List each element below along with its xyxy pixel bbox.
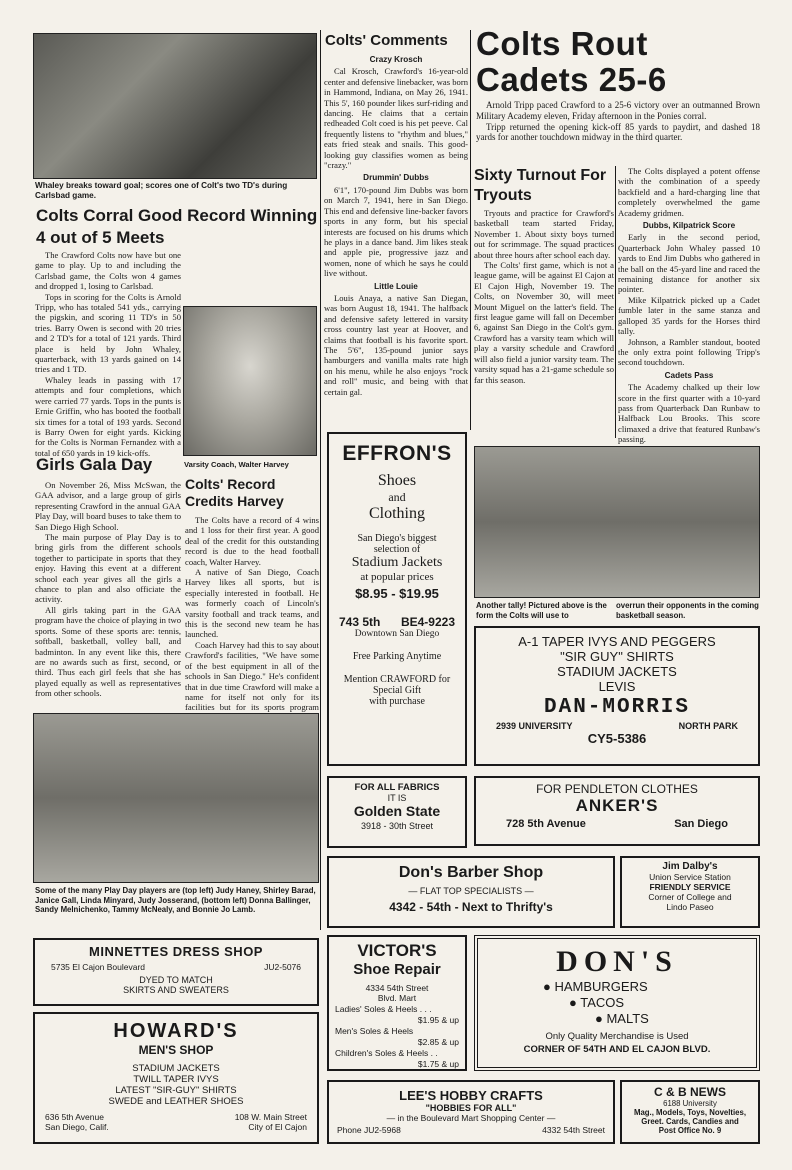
victors-r3p: $1.75 & up bbox=[417, 1059, 459, 1069]
credits-p3: Coach Harvey had this to say about Crawford's facilities, "We have some of the best equipment in all of the schools in San Diego." He's confident that in due time Crawford will make a name for itself not only for its facilities but for its sports program bbox=[185, 639, 319, 713]
corral-p2: Tops in scoring for the Colts is Arnold Tripp, who has totaled 541 yds., carrying the pigskin, and scoring 11 TD's in 50 tries. Barry Owen is second with 20 tries and 2 TD's for a total of 121 yards. Third place is held by John Whaley, quarterback, with 13 yards gained on 14 tries and 1 TD. bbox=[35, 291, 181, 375]
ankers-ad bbox=[474, 776, 760, 846]
effrons-parking: Free Parking Anytime bbox=[352, 651, 442, 662]
column-rule-right bbox=[470, 30, 471, 430]
howards-addr2b: City of El Cajon bbox=[248, 1122, 307, 1132]
dalby-name: Jim Dalby's bbox=[662, 861, 718, 872]
dan-morris-line2: "SIR GUY" SHIRTS bbox=[560, 649, 674, 664]
victors-r1: Ladies' Soles & Heels . . . bbox=[335, 1004, 432, 1014]
cb-line4: Post Office No. 9 bbox=[658, 1126, 722, 1135]
golden-line1: FOR ALL FABRICS bbox=[354, 782, 440, 793]
corral-headline: Colts Corral Good Record Winning 4 out of 5 Meets bbox=[36, 206, 318, 247]
effrons-line2: and bbox=[388, 490, 406, 504]
ankers-address: 728 5th Avenue bbox=[506, 818, 586, 830]
howards-line2: TWILL TAPER IVYS bbox=[133, 1074, 219, 1085]
dan-morris-phone: CY5-5386 bbox=[587, 731, 647, 746]
rout-p2: Tripp returned the opening kick-off 85 yards to paydirt, and dashed 18 yards for another touchdown midway in the third quarter. bbox=[476, 121, 760, 143]
minnettes-line2: SKIRTS AND SWEATERS bbox=[123, 985, 229, 995]
howards-line1: STADIUM JACKETS bbox=[132, 1063, 220, 1074]
lees-address: 4332 54th Street bbox=[542, 1125, 605, 1135]
gala-p2: The main purpose of Play Day is to bring girls from the different schools together to participate in sports that they enjoy. Having this event at a different school each year gives all the girls a chance to plan and also officiate the activity. bbox=[35, 532, 181, 605]
effrons-name: EFFRON'S bbox=[342, 442, 452, 465]
rout-s1-body: Early in the second period, Quarterback John Whaley passed 10 yards to End Jim Dubbs who gathered in the ball on the 45-yard line and raced the remaining distance for another six pointer. bbox=[618, 232, 760, 295]
basketball-caption-left: Another tally! Pictured above is the form the Colts will use to bbox=[476, 601, 607, 620]
sixty-p1: Tryouts and practice for Crawford's basketball team started Friday, November 1. About sixty boys turned out for scrimmage. The squad practices about three hours after school each day. bbox=[474, 208, 614, 260]
howards-addr1a: 636 5th Avenue bbox=[45, 1112, 104, 1122]
gala-p3: All girls taking part in the GAA program have the choice of playing in two sports. Some of these sports are: tennis, softball, basketball, volley ball, and badminton. In any event like this, there are no awards such as first, second, or third. Thus each girl feels that she has played equally as well as representatives from other schools. bbox=[35, 604, 181, 699]
credits-p2: A native of San Diego, Coach Harvey likes all sports, but is especially interested in football. He was formerly coach of Lincoln's varsity football and track teams, and this is the second new team he has launched. bbox=[185, 567, 319, 640]
dalby-line4: Lindo Paseo bbox=[666, 902, 714, 912]
effrons-gift: Special Gift bbox=[372, 685, 422, 696]
golden-address: 3918 - 30th Street bbox=[360, 821, 434, 831]
rout-s1-title: Dubbs, Kilpatrick Score bbox=[642, 221, 736, 231]
effrons-address: 743 5th bbox=[339, 615, 381, 629]
krosch-title: Crazy Krosch bbox=[369, 55, 423, 64]
louie-title: Little Louie bbox=[374, 281, 418, 291]
victors-r2: Men's Soles & Heels bbox=[335, 1026, 414, 1036]
effrons-line7: at popular prices bbox=[360, 571, 434, 583]
rout-s1-body2: Mike Kilpatrick picked up a Cadet fumble later in the same stanza and galloped 35 yards for the Horses third tally. bbox=[618, 294, 760, 337]
dons-name: DON'S bbox=[556, 945, 678, 978]
barber-line2: 4342 - 54th - Next to Thrifty's bbox=[389, 900, 553, 914]
barber-ad bbox=[327, 856, 615, 928]
corral-p1: The Crawford Colts now have but one game to play. Up to and including the Carlsbad game, the Colts won 4 games and dropped 1, losing to Carlsbad. bbox=[35, 250, 181, 292]
credits-p1: The Colts have a record of 4 wins and 1 loss for their first year. A good deal of the credit for this outstanding record is due to the head football coach, Walter Harvey. bbox=[185, 515, 319, 567]
basketball-caption-right: overrun their opponents in the coming basketball season. bbox=[616, 601, 759, 620]
dubbs-body: 6'1", 170-pound Jim Dubbs was born on March 7, 1941, here in San Diego. This end and defensive line-backer favors sports in any form, but his special interests are focused on his drums which he plays in a dance band. Jim likes steak and apple pie, progressive jazz and women, none of which he says he could live without. bbox=[324, 184, 468, 279]
minnettes-line1: DYED TO MATCH bbox=[139, 975, 213, 985]
victors-name: VICTOR'S bbox=[357, 941, 437, 960]
howards-addr2a: 108 W. Main Street bbox=[234, 1112, 307, 1122]
effrons-line6: Stadium Jackets bbox=[351, 555, 443, 570]
effrons-line1: Shoes bbox=[377, 472, 417, 489]
sixty-headline: Sixty Turnout For Tryouts bbox=[474, 167, 607, 204]
corral-p3: Whaley leads in passing with 17 attempts and four completions, which were carried 77 yards. Tops in the punts is Ernie Griffin, who has booted the football six times for a total of 193 yards. Second is Barry Owen for eight yards. Kicking for the Colts is Norman Fernandez with a total of 650 yards in 19 kick-offs. bbox=[35, 374, 181, 458]
gala-p1: On November 26, Miss McSwan, the GAA advisor, and a large group of girls representing Crawford in the annual GAA Play Day, will board buses to take them to San Diego High School. bbox=[35, 480, 181, 532]
victors-r2p: $2.85 & up bbox=[417, 1037, 459, 1047]
victors-mart: Blvd. Mart bbox=[377, 993, 417, 1003]
minnettes-name: MINNETTES DRESS SHOP bbox=[89, 944, 263, 959]
dan-morris-line3: STADIUM JACKETS bbox=[557, 664, 677, 679]
howards-addr1b: San Diego, Calif. bbox=[45, 1122, 109, 1132]
ankers-line1: FOR PENDLETON CLOTHES bbox=[536, 782, 698, 796]
effrons-line3: Clothing bbox=[368, 505, 425, 522]
effrons-prices: $8.95 - $19.95 bbox=[355, 586, 439, 601]
dan-morris-ad bbox=[474, 626, 760, 766]
dons-line1: Only Quality Merchandise is Used bbox=[545, 1031, 689, 1042]
victors-address: 4334 54th Street bbox=[365, 983, 429, 993]
cb-name: C & B NEWS bbox=[654, 1085, 726, 1099]
sixty-article bbox=[474, 208, 614, 432]
victors-ad bbox=[327, 935, 467, 1071]
dons-bullet-1: ● bbox=[543, 979, 555, 994]
lees-line: — in the Boulevard Mart Shopping Center — bbox=[386, 1113, 556, 1123]
barber-line1: — FLAT TOP SPECIALISTS — bbox=[408, 886, 534, 896]
dons-line2: CORNER OF 54TH AND EL CAJON BLVD. bbox=[523, 1044, 711, 1055]
dons-bullet-3: ● bbox=[595, 1011, 607, 1026]
ankers-city: San Diego bbox=[674, 818, 728, 830]
dan-morris-area: NORTH PARK bbox=[678, 721, 738, 731]
dan-morris-line1: A-1 TAPER IVYS AND PEGGERS bbox=[518, 634, 716, 649]
effrons-line4: San Diego's biggest bbox=[357, 533, 437, 544]
comments-article bbox=[324, 52, 468, 424]
howards-name: HOWARD'S bbox=[113, 1020, 239, 1042]
dons-item-2: TACOS bbox=[580, 995, 625, 1010]
dalby-line3: Corner of College and bbox=[648, 892, 732, 902]
dalby-ad bbox=[620, 856, 760, 928]
rout-s2-body: The Academy chalked up their low score in the first quarter with a 10-yard pass from Quarterback Dan Runbaw to Halfback Lou Brooks. This score climaxed a drive that featured Runbaw's passing. bbox=[618, 382, 760, 445]
lees-name: LEE'S HOBBY CRAFTS bbox=[399, 1088, 543, 1103]
cb-line2: Mag., Models, Toys, Novelties, bbox=[633, 1108, 747, 1117]
krosch-body: Cal Krosch, Crawford's 16-year-old center and defensive linebacker, was born in Hammond, Indiana, on May 26, 1941. This 5', 160 pounder likes surf-riding and dancing. He claims that a certain redheaded Colt coed is his pet peeve. Cal frequently listens to "rhythm and blues," eats fried steak and snails. This good-looking guy classifies women as being "crazy." bbox=[324, 66, 468, 171]
cb-line1: 6188 University bbox=[663, 1099, 717, 1108]
howards-line3: LATEST "SIR-GUY" SHIRTS bbox=[115, 1085, 237, 1096]
victors-r1p: $1.95 & up bbox=[417, 1015, 459, 1025]
girls-photo bbox=[33, 713, 319, 883]
dalby-line2: FRIENDLY SERVICE bbox=[649, 882, 731, 892]
effrons-purchase: with purchase bbox=[369, 696, 425, 707]
sixty-p2: The Colts' first game, which is not a league game, will be against El Cajon at El Cajon High, November 19. The Colts, on November 30, will meet Mount Miguel on the latter's field. The first league game will fall on December 6, against San Diego in the Colt's gym. Crawford has a varsity team which will play a varsity schedule and Crawford will also field a junior varsity team. The varsity squad has a 21-game schedule so far this season. bbox=[474, 260, 614, 385]
comments-headline: Colts' Comments bbox=[325, 32, 448, 49]
effrons-mention: Mention CRAWFORD for bbox=[343, 674, 451, 685]
effrons-line5: selection of bbox=[373, 544, 421, 555]
minnettes-ad bbox=[33, 938, 319, 1006]
dalby-line1: Union Service Station bbox=[649, 872, 731, 882]
whaley-photo-caption: Whaley breaks toward goal; scores one of Colt's two TD's during Carlsbad game. bbox=[35, 181, 288, 200]
minnettes-address: 5735 El Cajon Boulevard bbox=[51, 962, 146, 972]
lees-phone: Phone JU2-5968 bbox=[337, 1125, 401, 1135]
coach-photo-caption: Varsity Coach, Walter Harvey bbox=[184, 460, 289, 469]
rout-p3: The Colts displayed a potent offense with the combination of a speedy backfield and a hard-charging line that completely overwhelmed the game Academy gridmen. bbox=[618, 166, 760, 218]
dons-ad bbox=[474, 935, 760, 1071]
dons-item-3: MALTS bbox=[606, 1011, 649, 1026]
dubbs-title: Drummin' Dubbs bbox=[363, 173, 429, 183]
lees-hobby-ad bbox=[327, 1080, 615, 1144]
howards-line4: SWEDE and LEATHER SHOES bbox=[108, 1096, 244, 1107]
gala-headline: Girls Gala Day bbox=[36, 455, 153, 474]
rout-p1: Arnold Tripp paced Crawford to a 25-6 victory over an outmanned Brown Military Academy eleven, Friday afternoon in the Ponies corral. bbox=[476, 100, 760, 121]
girls-photo-caption: Some of the many Play Day players are (top left) Judy Haney, Shirley Barad, Janice Gall, Linda Minyard, Judy Josserand, (bottom left) Donna Ballinger, Sandy Melnichenko, Tammy McNealy, and Bonnie Jo Lamb. bbox=[35, 886, 316, 915]
gala-article bbox=[35, 480, 181, 710]
lees-tag: "HOBBIES FOR ALL" bbox=[425, 1103, 517, 1113]
corral-article bbox=[35, 250, 181, 458]
louie-body: Louis Anaya, a native San Diegan, was born August 18, 1941. The halfback and defensive safety lettered in varsity cross country last year at Hoover, and claims that football is his favorite sport. The 5'6", 135-pound junior says hamburgers and vanilla malts rate high on his menu, while he also enjoys "rock and roll" music, and being with that certain gal. bbox=[324, 292, 468, 397]
howards-ad bbox=[33, 1012, 319, 1144]
ankers-name: ANKER'S bbox=[575, 796, 659, 815]
dan-morris-address: 2939 UNIVERSITY bbox=[496, 721, 573, 731]
effrons-phone: BE4-9223 bbox=[400, 615, 455, 629]
whaley-photo bbox=[33, 33, 317, 179]
column-rule-inner bbox=[615, 166, 616, 438]
column-rule-left bbox=[320, 30, 321, 930]
golden-name: Golden State bbox=[353, 803, 441, 819]
rout-s1-body3: Johnson, a Rambler standout, booted the only extra point following Tripp's second touchdown. bbox=[618, 336, 760, 368]
golden-state-ad bbox=[327, 776, 467, 848]
basketball-photo bbox=[474, 446, 760, 598]
effrons-location: Downtown San Diego bbox=[354, 629, 440, 639]
golden-line2: IT IS bbox=[387, 793, 407, 803]
dan-morris-name: DAN-MORRIS bbox=[543, 696, 691, 719]
cb-line3: Greet. Cards, Candies and bbox=[641, 1117, 739, 1126]
dons-item-1: HAMBURGERS bbox=[554, 979, 648, 994]
rout-headline: Colts Rout Cadets 25-6 bbox=[476, 25, 667, 98]
victors-sub: Shoe Repair bbox=[353, 961, 441, 978]
dan-morris-line4: LEVIS bbox=[598, 679, 636, 694]
credits-article bbox=[185, 515, 319, 711]
cb-news-ad bbox=[620, 1080, 760, 1144]
coach-photo bbox=[183, 306, 317, 456]
minnettes-phone: JU2-5076 bbox=[264, 962, 301, 972]
rout-lead bbox=[476, 100, 760, 162]
credits-headline: Colts' Record Credits Harvey bbox=[185, 476, 284, 509]
effrons-ad bbox=[327, 432, 467, 766]
victors-r3: Children's Soles & Heels . . bbox=[335, 1048, 438, 1058]
dons-bullet-2: ● bbox=[569, 995, 581, 1010]
rout-s2-title: Cadets Pass bbox=[664, 370, 714, 380]
rout-continued bbox=[618, 166, 760, 445]
barber-name: Don's Barber Shop bbox=[398, 864, 544, 881]
howards-sub: MEN'S SHOP bbox=[138, 1043, 214, 1057]
